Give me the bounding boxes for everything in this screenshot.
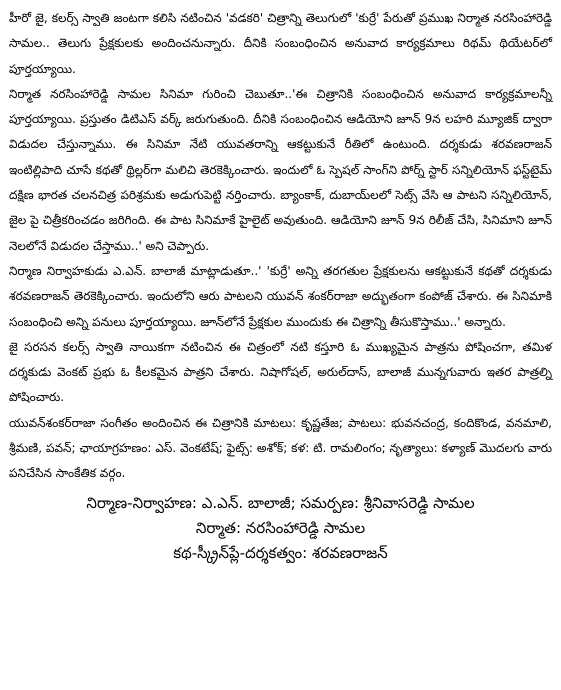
article-paragraph-crew: యువన్‌శంకర్‌రాజా సంగీతం అందించిన ఈ చిత్రానికి మాటలు: కృష్ణతేజ; పాటలు: భువనచంద్ర, కందికొండ, వనమాలి, శ్రీమణి, పవన్; ఛాయాగ్రహణం: ఎస్. వెంకటేష్; ఫైట్స్: అశోక్; కళ: టి. రామలింగం; నృత్యాలు: కళ్యాణ్ మొదలగు వారు పనిచేసిన సాంకేతిక వర్గం. xyxy=(9,415,552,481)
article-paragraph-executive-quote: నిర్మాణ నిర్వాహకుడు ఎ.ఎన్. బాలాజీ మాట్లాడుతూ..' 'కుర్రే' అన్ని తరగతుల ప్రేక్షకులను ఆకట్టుకునే కథతో దర్శకుడు శరవణరాజన్ తెరకెక్కించారు. ఇందులోని ఆరు పాటలని యువన్ శంకర్‌రాజా అద్భుతంగా కంపోజ్ చేశారు. ఈ సినిమాకి సంబంధించి అన్ని పనులు పూర్తయ్యాయి. జూన్‌లోనే ప్రేక్షకుల ముందుకు ఈ చిత్రాన్ని తీసుకొస్తాము..' అన్నారు. xyxy=(9,263,552,329)
article-paragraph-cast: జై సరసన కలర్స్ స్వాతి నాయికగా నటించిన ఈ చిత్రంలో నటి కస్తూరి ఓ ముఖ్యమైన పాత్రను పోషించగా, తమిళ దర్శకుడు వెంకట్ ప్రభు ఓ కీలకమైన పాత్రని చేశారు. నిషాగోషల్, అరుల్‌దాస్, బాలాజీ మున్నగువారు ఇతర పాత్రల్ని పోషించారు. xyxy=(9,339,552,405)
credit-line-director: కథ-స్క్రీన్‌ప్లే-దర్శకత్వం: శరవణరాజన్ xyxy=(173,543,388,562)
article-paragraph-producer-quote: నిర్మాత నరసింహారెడ్డి సామల సినిమా గురించి చెబుతూ..'ఈ చిత్రానికి సంబంధించిన అనువాద కార్యక్రమాలన్నీ పూర్తయ్యాయి. ప్రస్తుతం డిటిఎస్ వర్క్ జరుగుతుంది. దీనికి సంబంధించిన ఆడియోని జూన్ 9న లహరి మ్యూజిక్ ద్వారా విడుదల చేస్తున్నాము. ఈ సినిమా నేటి యువతరాన్ని ఆకట్టుకునే రీతిలో ఉంటుంది. దర్శకుడు శరవణరాజన్ ఇంటిల్లిపాది చూసే కథతో థ్రిల్లర్‌గా మలిచి తెరకెక్కించారు. ఇందులో ఓ స్పెషల్ సాంగ్‌ని పోర్న్ స్టార్ సన్నిలియోన్ ఫస్ట్‌టైమ్ దక్షిణ భారత చలనచిత్ర పరిశ్రమకు అడుగుపెట్టి నర్తించారు. బ్యాంకాక్, దుబాయ్‌లలో సెట్స్ వేసి ఆ పాటని సన్నిలియోన్, జైల పై చిత్రీకరించడం జరిగింది. ఈ పాట సినిమాకే హైలైట్ అవుతుంది. ఆడియోని జూన్ 9న రిలీజ్ చేసి, సినిమాని జూన్ నెలలోనే విడుదల చేస్తాము..' అని చెప్పారు. xyxy=(9,86,552,253)
credits-block xyxy=(9,491,552,566)
credit-line-producer: నిర్మాత: నరసింహారెడ్డి సామల xyxy=(195,518,366,537)
credit-line-production: నిర్మాణ-నిర్వాహణ: ఎ.ఎన్. బాలాజీ; సమర్పణ: శ్రీనివాసరెడ్డి సామల xyxy=(86,493,475,512)
article-paragraph-intro: హీరో జై, కలర్స్ స్వాతి జంటగా కలిసి నటించిన 'వడకరి' చిత్రాన్ని తెలుగులో 'కుర్రే' పేరుతో ప్రముఖ నిర్మాత నరసింహారెడ్డి సామల.. తెలుగు ప్రేక్షకులకు అందించనున్నారు. దీనికి సంబంధించిన అనువాద కార్యక్రమాలు రిథమ్ థియేటర్‌లో పూర్తయ్యాయి. xyxy=(9,11,552,76)
